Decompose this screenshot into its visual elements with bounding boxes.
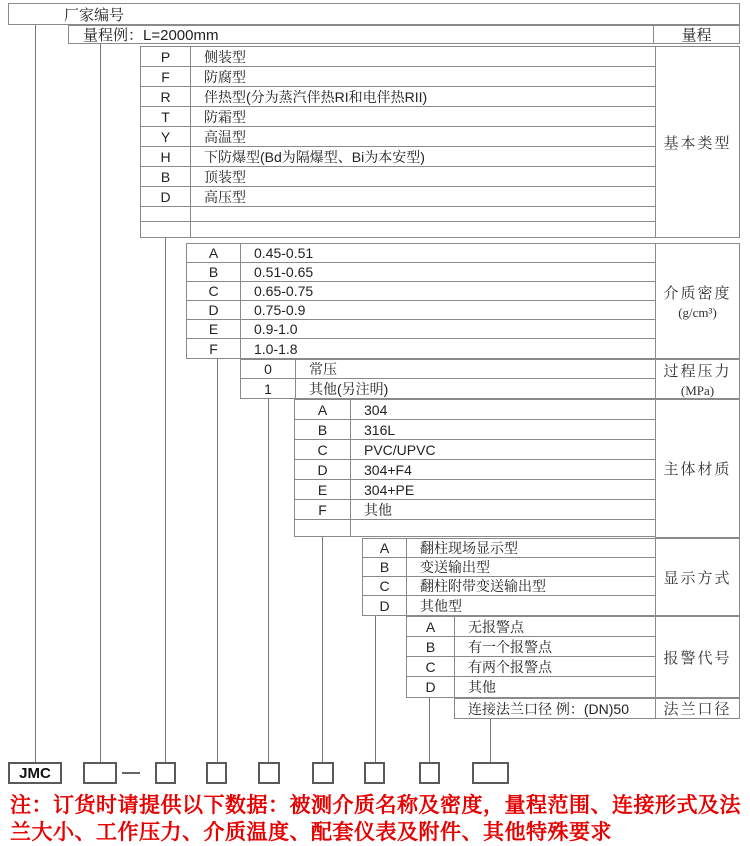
option-code: D: [407, 677, 455, 697]
option-row: [141, 87, 655, 107]
category-density: [655, 243, 740, 359]
option-code: T: [141, 107, 191, 126]
basic-type-table: [140, 46, 656, 238]
option-code: H: [141, 147, 191, 166]
option-code: E: [187, 320, 241, 338]
flange-bore-row: [454, 698, 656, 719]
option-code: C: [363, 577, 407, 595]
category-density-unit: (g/cm³): [678, 304, 717, 320]
category-range: 量程: [653, 26, 739, 43]
option-row: [241, 379, 655, 398]
connector-line: [490, 719, 491, 762]
option-row: [141, 47, 655, 67]
material-table: [294, 399, 656, 537]
option-desc: 高压型: [204, 188, 246, 205]
category-flange-bore: [655, 698, 740, 719]
option-code: B: [187, 263, 241, 281]
option-code: R: [141, 87, 191, 106]
option-code: [141, 207, 191, 221]
category-display-mode: [655, 538, 740, 616]
option-desc: 304+PE: [364, 481, 415, 498]
option-row: [407, 617, 655, 637]
range-example-label: 量程例：L=2000mm: [83, 27, 219, 44]
alarm-code-table: [406, 616, 656, 698]
option-code: B: [407, 637, 455, 656]
option-code: E: [295, 480, 351, 499]
option-row: [141, 207, 655, 222]
code-box-alarm-code: [419, 762, 440, 784]
option-desc: 有两个报警点: [468, 658, 552, 675]
option-desc: 0.51-0.65: [254, 264, 314, 280]
option-code: [141, 222, 191, 237]
category-basic-type-label: 基本类型: [663, 135, 732, 152]
option-code: A: [407, 617, 455, 636]
range-example-row: [68, 25, 740, 44]
option-desc: 316L: [364, 421, 396, 438]
option-row: [407, 657, 655, 677]
pressure-table: [240, 359, 656, 399]
option-desc: 顶装型: [204, 168, 246, 185]
code-box-density: [206, 762, 227, 784]
code-box-display-mode: [364, 762, 385, 784]
option-row: [187, 244, 655, 263]
option-code: C: [187, 282, 241, 300]
option-desc: 防霜型: [204, 108, 246, 125]
code-box-material: [312, 762, 334, 784]
option-row: [187, 263, 655, 282]
category-alarm-code: [655, 616, 740, 698]
option-code: A: [187, 244, 241, 262]
option-row: [141, 67, 655, 87]
model-prefix-box: [8, 762, 62, 784]
option-row: [407, 677, 655, 697]
option-code: D: [363, 596, 407, 615]
option-code: F: [187, 339, 241, 358]
option-desc: 304: [364, 401, 388, 418]
category-pressure-label: 过程压力: [663, 363, 732, 380]
factory-number-label: 厂家编号: [64, 6, 125, 24]
option-desc: 无报警点: [468, 618, 524, 635]
option-desc: 其他: [364, 501, 392, 518]
option-desc: 其他型: [420, 597, 462, 614]
option-row: [141, 187, 655, 207]
connector-line: [217, 359, 218, 762]
option-desc: 304+F4: [364, 461, 412, 478]
density-table: [186, 243, 656, 359]
code-box-basic-type: [155, 762, 176, 784]
option-desc: 0.75-0.9: [254, 302, 306, 318]
option-desc: 常压: [309, 361, 337, 377]
option-row: [295, 480, 655, 500]
option-code: D: [187, 301, 241, 319]
ordering-note: 注：订货时请提供以下数据：被测介质名称及密度，量程范围、连接形式及法兰大小、工作压力、介质温度、配套仪表及附件、其他特殊要求: [10, 794, 741, 844]
option-code: B: [141, 167, 191, 186]
category-pressure-unit: (MPa): [680, 382, 715, 398]
category-density-label: 介质密度: [663, 285, 732, 302]
option-desc: 下防爆型(Bd为隔爆型、Bi为本安型): [204, 148, 425, 165]
option-row: [187, 301, 655, 320]
option-desc: 翻柱现场显示型: [420, 540, 518, 556]
option-desc: 1.0-1.8: [254, 340, 298, 357]
option-row: [141, 127, 655, 147]
category-alarm-code-label: 报警代号: [663, 650, 732, 667]
option-row: [295, 520, 655, 536]
option-code: Y: [141, 127, 191, 146]
option-code: A: [295, 400, 351, 419]
option-row: [295, 500, 655, 520]
category-pressure: [655, 359, 740, 399]
option-desc: 其他: [468, 679, 496, 695]
option-desc: 其他(另注明): [309, 380, 389, 397]
option-code: D: [141, 187, 191, 206]
connector-line: [165, 238, 166, 762]
category-display-mode-label: 显示方式: [663, 570, 732, 587]
option-desc: 侧装型: [204, 48, 246, 65]
option-row: [187, 282, 655, 301]
option-code: 0: [241, 360, 296, 378]
option-row: [363, 596, 655, 615]
option-desc: 防腐型: [204, 68, 246, 85]
dash-separator: [122, 772, 140, 774]
category-material-label: 主体材质: [663, 462, 732, 478]
connector-line: [322, 537, 323, 762]
category-flange-bore-label: 法兰口径: [663, 702, 732, 718]
option-row: [141, 222, 655, 237]
option-desc: PVC/UPVC: [364, 441, 436, 458]
connector-line: [35, 25, 36, 762]
option-desc: 有一个报警点: [468, 638, 552, 655]
connector-line: [375, 616, 376, 762]
option-code: C: [407, 657, 455, 676]
display-mode-table: [362, 538, 656, 616]
option-code: A: [363, 539, 407, 557]
connector-line: [429, 698, 430, 762]
code-box-pressure: [258, 762, 280, 784]
option-code: [295, 520, 351, 536]
option-desc: 0.65-0.75: [254, 283, 314, 299]
option-row: [187, 339, 655, 358]
option-code: 1: [241, 379, 296, 398]
option-row: [187, 320, 655, 339]
option-row: [295, 440, 655, 460]
option-row: [407, 637, 655, 657]
option-code: B: [363, 558, 407, 576]
option-row: [141, 107, 655, 127]
category-material: [655, 399, 740, 538]
option-code: F: [141, 67, 191, 86]
option-row: [241, 360, 655, 379]
option-desc: 翻柱附带变送输出型: [420, 578, 546, 594]
option-desc: 伴热型(分为蒸汽伴热RI和电伴热RII): [204, 88, 428, 105]
option-row: [141, 167, 655, 187]
category-basic-type: [655, 46, 740, 238]
option-code: D: [295, 460, 351, 479]
option-desc: 变送输出型: [420, 559, 490, 575]
option-code: B: [295, 420, 351, 439]
option-code: C: [295, 440, 351, 459]
option-code: P: [141, 47, 191, 66]
code-box-range: [83, 762, 117, 784]
option-desc: 0.9-1.0: [254, 321, 298, 337]
code-box-flange-bore: [472, 762, 509, 784]
connector-line: [268, 398, 269, 762]
model-prefix-label: JMC: [19, 764, 51, 782]
option-desc: [351, 520, 655, 536]
factory-number-row: [8, 3, 740, 25]
option-desc: [191, 222, 655, 237]
option-desc: 高温型: [204, 128, 246, 145]
option-row: [363, 577, 655, 596]
flange-bore-label: 连接法兰口径 例：(DN)50: [468, 700, 630, 717]
option-row: [295, 460, 655, 480]
option-row: [295, 400, 655, 420]
option-row: [363, 558, 655, 577]
option-code: F: [295, 500, 351, 519]
option-row: [295, 420, 655, 440]
connector-line: [100, 44, 101, 762]
option-row: [363, 539, 655, 558]
option-row: [141, 147, 655, 167]
option-desc: [191, 207, 655, 221]
option-desc: 0.45-0.51: [254, 245, 314, 261]
